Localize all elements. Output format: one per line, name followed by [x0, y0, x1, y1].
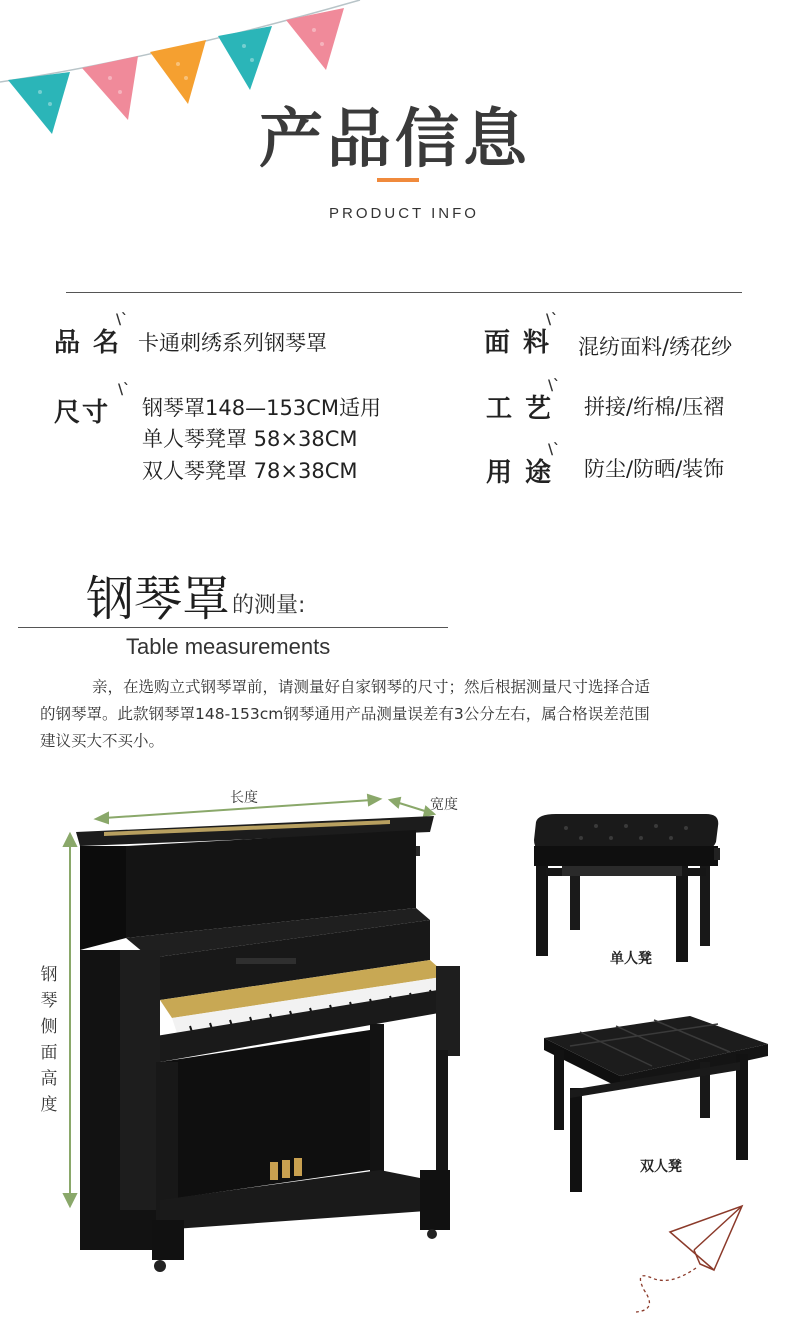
size-line-piano: 钢琴罩148—153CM适用	[142, 396, 381, 420]
size-label: 尺寸	[54, 398, 111, 428]
double-stool-label: 双人凳	[640, 1159, 682, 1175]
measure-title-suffix: 的测量:	[232, 593, 306, 618]
upright-piano-image	[60, 790, 480, 1280]
page-title: 产品信息	[259, 103, 531, 177]
section-divider	[66, 292, 742, 293]
bunting-flag-pink-2	[286, 8, 344, 70]
fabric-label: 面 料	[484, 328, 552, 358]
measure-instructions	[40, 674, 756, 755]
name-label: 品 名	[54, 328, 122, 358]
name-value: 卡通刺绣系列钢琴罩	[138, 331, 327, 355]
width-arrow	[390, 798, 434, 816]
label-tick-mark: \`	[548, 378, 561, 394]
paper-plane-icon	[630, 1200, 760, 1320]
label-tick-mark: \`	[546, 312, 559, 328]
instruction-line-2: 的钢琴罩。此款钢琴罩148-153cm钢琴通用产品测量误差有3公分左右，属合格误差范围	[40, 705, 650, 723]
measure-title: 钢琴罩	[86, 571, 231, 627]
single-stool-label: 单人凳	[610, 951, 652, 967]
craft-value: 拼接/绗棉/压褶	[584, 395, 725, 419]
page-subtitle: PRODUCT INFO	[329, 205, 479, 222]
height-label: 钢琴侧面高度	[40, 965, 58, 1115]
label-tick-mark: \`	[118, 382, 131, 398]
size-line-double-stool: 双人琴凳罩 78×38CM	[142, 459, 358, 483]
use-value: 防尘/防晒/装饰	[584, 457, 725, 481]
use-label: 用 途	[486, 458, 554, 488]
height-arrow	[64, 834, 76, 1206]
instruction-line-1: 亲，在选购立式钢琴罩前，请测量好自家钢琴的尺寸；然后根据测量尺寸选择合适	[92, 678, 651, 696]
instruction-line-3: 建议买大不买小。	[40, 732, 165, 750]
label-tick-mark: \`	[116, 312, 129, 328]
bunting-flag-teal-2	[218, 26, 272, 90]
label-tick-mark: \`	[548, 442, 561, 458]
measure-subtitle: Table measurements	[126, 634, 331, 659]
fabric-value: 混纺面料/绣花纱	[578, 335, 733, 359]
width-label: 宽度	[430, 797, 458, 813]
craft-label: 工 艺	[486, 394, 554, 424]
size-line-single-stool: 单人琴凳罩 58×38CM	[142, 427, 358, 451]
title-accent-bar	[377, 178, 419, 182]
length-label: 长度	[230, 790, 258, 806]
measure-divider	[18, 627, 448, 628]
single-stool-image	[526, 806, 726, 966]
